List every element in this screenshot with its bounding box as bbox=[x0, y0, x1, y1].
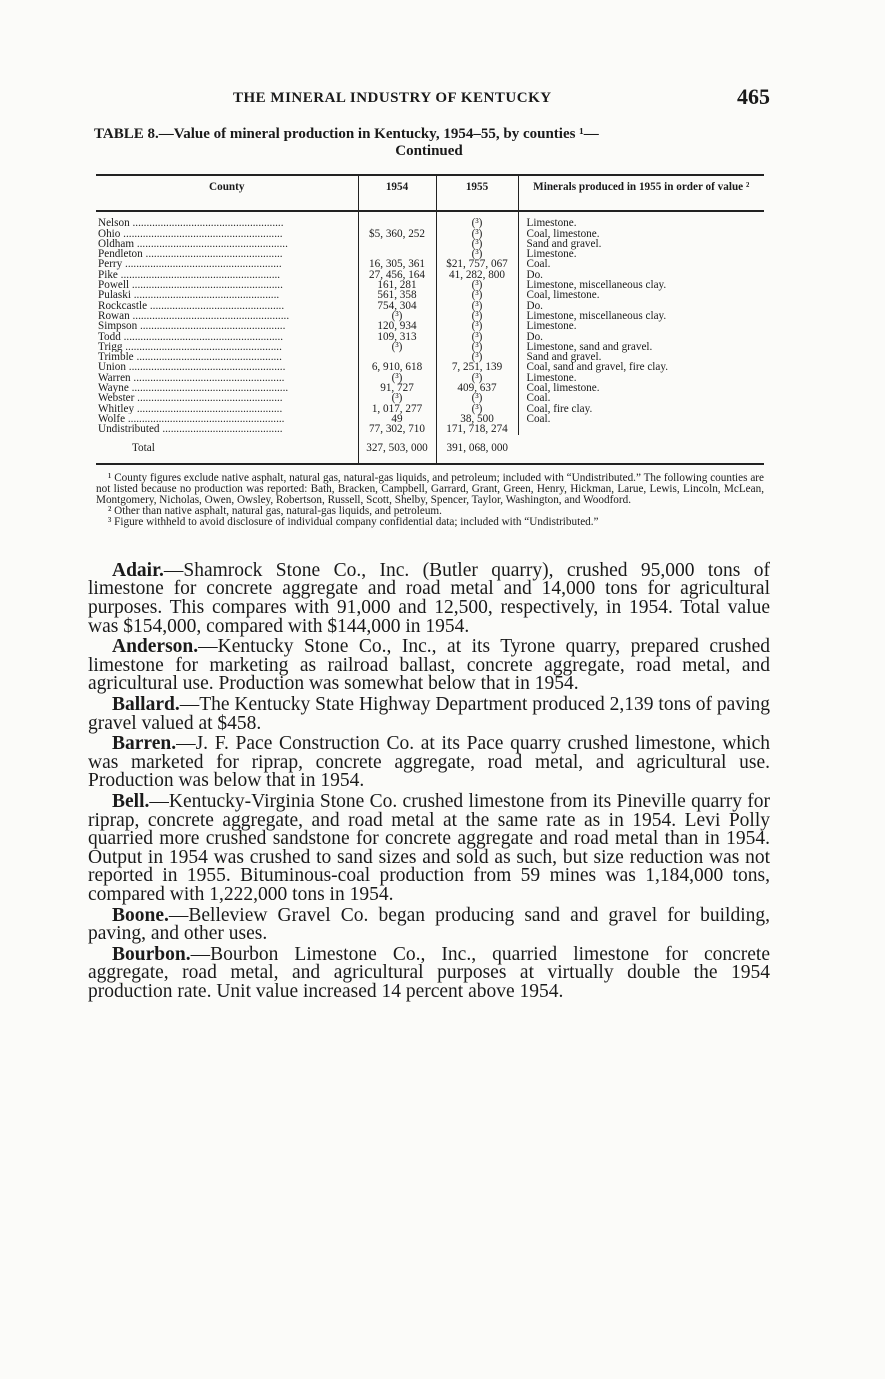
minerals-produced: Coal, limestone. bbox=[518, 290, 764, 300]
total-label: Total bbox=[96, 435, 358, 464]
minerals-produced: Coal, limestone. bbox=[518, 229, 764, 239]
county-paragraph bbox=[88, 904, 770, 945]
value-1955: (³) bbox=[436, 373, 518, 383]
table-body bbox=[96, 211, 764, 464]
running-head bbox=[88, 80, 770, 110]
county-heading: Adair. bbox=[112, 559, 164, 581]
value-1955: (³) bbox=[436, 290, 518, 300]
county-paragraph bbox=[88, 735, 770, 791]
value-1954 bbox=[358, 239, 436, 249]
minerals-produced: Coal, fire clay. bbox=[518, 404, 764, 414]
county-name: Whitley .................................................... bbox=[98, 403, 283, 414]
value-1954: 1, 017, 277 bbox=[358, 404, 436, 414]
table-caption-line1: TABLE 8.—Value of mineral production in Kentucky, 1954–55, by counties ¹— bbox=[94, 126, 599, 142]
county-name: Warren ...................................................... bbox=[98, 372, 285, 384]
value-1955: (³) bbox=[436, 311, 518, 321]
value-1955: (³) bbox=[436, 211, 518, 228]
value-1954: (³) bbox=[358, 373, 436, 383]
paragraph-text: —Kentucky-Virginia Stone Co. crushed limestone from its Pineville quarry for riprap, concrete aggregate, and road metal at the same rate as in 1954. Levi Polly quarried more crushed sandstone for concrete aggregate and road metal than in 1954. Output in 1954 was crushed to sand sizes and sold as such, but size reduction was not reported in 1955. Bituminous-coal production from 59 mines was 1,184,000 tons, compared with 1,222,000 tons in 1954. bbox=[88, 790, 770, 905]
table-caption-line2: Continued bbox=[395, 143, 463, 159]
total-minerals-empty bbox=[518, 435, 764, 464]
value-1955: (³) bbox=[436, 280, 518, 290]
total-row bbox=[96, 435, 764, 464]
table-row bbox=[96, 321, 764, 331]
table-row bbox=[96, 249, 764, 259]
footnote: ² Other than native asphalt, natural gas, natural-gas liquids, and petroleum. bbox=[108, 504, 442, 517]
table-row bbox=[96, 373, 764, 383]
header-1954: 1954 bbox=[358, 175, 436, 211]
minerals-produced: Coal. bbox=[518, 259, 764, 269]
value-1954: 561, 358 bbox=[358, 290, 436, 300]
value-1955: (³) bbox=[436, 229, 518, 239]
paragraph-text: —The Kentucky State Highway Department produced 2,139 tons of paving gravel valued at $458. bbox=[88, 693, 770, 734]
county-paragraph bbox=[88, 693, 770, 734]
minerals-produced: Do. bbox=[518, 270, 764, 280]
county-name: Rockcastle ................................................ bbox=[98, 300, 285, 311]
body-text bbox=[88, 559, 770, 1002]
minerals-produced: Limestone. bbox=[518, 211, 764, 228]
county-name: Powell ...................................................... bbox=[98, 280, 283, 291]
value-1954: 27, 456, 164 bbox=[358, 270, 436, 280]
header-minerals: Minerals produced in 1955 in order of value ² bbox=[518, 175, 764, 211]
county-name: Pendleton ................................................. bbox=[98, 249, 283, 260]
county-name: Undistributed ........................................... bbox=[98, 424, 283, 435]
county-paragraph bbox=[88, 943, 770, 1002]
page-number: 465 bbox=[737, 84, 770, 109]
value-1955: (³) bbox=[436, 321, 518, 331]
footnotes bbox=[96, 473, 764, 528]
header-county: County bbox=[96, 175, 358, 211]
table-row bbox=[96, 342, 764, 352]
value-1955: 171, 718, 274 bbox=[436, 424, 518, 434]
county-table bbox=[96, 174, 764, 465]
table-row bbox=[96, 424, 764, 434]
minerals-produced: Limestone. bbox=[518, 249, 764, 259]
county-name: Trigg ........................................................ bbox=[98, 341, 282, 353]
minerals-produced: Limestone, miscellaneous clay. bbox=[518, 280, 764, 290]
county-name: Perry ........................................................ bbox=[98, 259, 282, 270]
table-row bbox=[96, 362, 764, 372]
value-1955: 38, 500 bbox=[436, 414, 518, 424]
value-1954: (³) bbox=[358, 342, 436, 352]
county-paragraph bbox=[88, 559, 770, 637]
table-row bbox=[96, 311, 764, 321]
county-name: Rowan ........................................................ bbox=[98, 310, 290, 322]
paragraph-text: —Bourbon Limestone Co., Inc., quarried limestone for concrete aggregate, road metal, and agricultural purposes at virtually double the 1954 production rate. Unit value increased 14 percent above 1954. bbox=[88, 943, 770, 1002]
value-1955: (³) bbox=[436, 332, 518, 342]
county-heading: Ballard. bbox=[112, 693, 180, 715]
value-1954: 109, 313 bbox=[358, 332, 436, 342]
county-name: Oldham ...................................................... bbox=[98, 238, 288, 250]
value-1954: 49 bbox=[358, 414, 436, 424]
minerals-produced bbox=[518, 424, 764, 434]
value-1954 bbox=[358, 211, 436, 228]
minerals-produced: Limestone, miscellaneous clay. bbox=[518, 311, 764, 321]
value-1954: $5, 360, 252 bbox=[358, 229, 436, 239]
county-name: Wayne ........................................................ bbox=[98, 383, 289, 394]
minerals-produced: Coal, limestone. bbox=[518, 383, 764, 393]
value-1955: 7, 251, 139 bbox=[436, 362, 518, 372]
county-name: Wolfe ........................................................ bbox=[98, 413, 285, 425]
value-1955: (³) bbox=[436, 239, 518, 249]
county-heading: Bourbon. bbox=[112, 943, 191, 965]
value-1954: 91, 727 bbox=[358, 383, 436, 393]
value-1954: 6, 910, 618 bbox=[358, 362, 436, 372]
minerals-produced: Sand and gravel. bbox=[518, 239, 764, 249]
county-name: Trimble .................................................... bbox=[98, 352, 282, 363]
footnote: ³ Figure withheld to avoid disclosure of individual company confidential data; included with “Undistributed.” bbox=[108, 515, 599, 528]
table-row bbox=[96, 383, 764, 393]
header-1955: 1955 bbox=[436, 175, 518, 211]
paragraph-text: —Kentucky Stone Co., Inc., at its Tyrone quarry, prepared crushed limestone for marketing as railroad ballast, concrete aggregate, road metal, and agricultural use. Production was somewhat below that in 1954. bbox=[88, 636, 770, 695]
value-1955: (³) bbox=[436, 342, 518, 352]
value-1955: (³) bbox=[436, 301, 518, 311]
county-name: Union ........................................................ bbox=[98, 362, 286, 373]
minerals-produced: Coal, sand and gravel, fire clay. bbox=[518, 362, 764, 372]
county-name: Pulaski .................................................... bbox=[98, 290, 280, 301]
value-1954: 161, 281 bbox=[358, 280, 436, 290]
value-1955: (³) bbox=[436, 249, 518, 259]
county-paragraph bbox=[88, 638, 770, 694]
paragraph-text: —Belleview Gravel Co. began producing sand and gravel for building, paving, and other uses. bbox=[88, 904, 770, 945]
county-name: Pike ......................................................... bbox=[98, 269, 281, 281]
table-header-row bbox=[96, 175, 764, 211]
county-heading: Barren. bbox=[112, 733, 177, 755]
total-1954: 327, 503, 000 bbox=[358, 435, 436, 464]
minerals-produced: Do. bbox=[518, 332, 764, 342]
minerals-produced: Coal. bbox=[518, 393, 764, 403]
table-row bbox=[96, 259, 764, 269]
value-1954: 754, 304 bbox=[358, 301, 436, 311]
paragraph-text: —Shamrock Stone Co., Inc. (Butler quarry), crushed 95,000 tons of limestone for concrete aggregate and road metal and 14,000 tons for agricultural purposes. This compares with 91,000 and 12,500, respectively, in 1954. Total value was $154,000, compared with $144,000 in 1954. bbox=[88, 559, 770, 637]
running-title: THE MINERAL INDUSTRY OF KENTUCKY bbox=[233, 90, 552, 106]
value-1955: (³) bbox=[436, 393, 518, 403]
total-1955: 391, 068, 000 bbox=[436, 435, 518, 464]
county-heading: Boone. bbox=[112, 904, 169, 926]
county-name: Ohio ......................................................... bbox=[98, 228, 283, 239]
county-name: Todd ......................................................... bbox=[98, 331, 284, 342]
value-1955: 409, 637 bbox=[436, 383, 518, 393]
table-row bbox=[96, 211, 764, 228]
value-1955: 41, 282, 800 bbox=[436, 270, 518, 280]
table-row bbox=[96, 239, 764, 249]
value-1954: (³) bbox=[358, 393, 436, 403]
table-row bbox=[96, 414, 764, 424]
table-row bbox=[96, 332, 764, 342]
minerals-produced: Coal. bbox=[518, 414, 764, 424]
minerals-produced: Limestone. bbox=[518, 373, 764, 383]
paragraph-text: —J. F. Pace Construction Co. at its Pace quarry crushed limestone, which was marketed for riprap, concrete aggregate, road metal, and agricultural use. Production was below that in 1954. bbox=[88, 733, 770, 792]
county-heading: Anderson. bbox=[112, 636, 199, 658]
county-name: Webster .................................................... bbox=[98, 393, 283, 404]
table-row bbox=[96, 229, 764, 239]
value-1955: (³) bbox=[436, 352, 518, 362]
minerals-produced: Limestone. bbox=[518, 321, 764, 331]
county-name: Simpson .................................................... bbox=[98, 321, 286, 332]
county-paragraph bbox=[88, 790, 770, 905]
value-1955: (³) bbox=[436, 404, 518, 414]
table-row bbox=[96, 393, 764, 403]
table-caption bbox=[88, 126, 770, 160]
minerals-produced: Sand and gravel. bbox=[518, 352, 764, 362]
value-1954: 120, 934 bbox=[358, 321, 436, 331]
county-name: Nelson ...................................................... bbox=[98, 217, 284, 229]
table-row bbox=[96, 290, 764, 300]
value-1954: 16, 305, 361 bbox=[358, 259, 436, 269]
value-1955: $21, 757, 067 bbox=[436, 259, 518, 269]
minerals-produced: Limestone, sand and gravel. bbox=[518, 342, 764, 352]
table-row bbox=[96, 404, 764, 414]
county-heading: Bell. bbox=[112, 790, 150, 812]
table-row bbox=[96, 280, 764, 290]
value-1954: (³) bbox=[358, 311, 436, 321]
minerals-produced: Do. bbox=[518, 301, 764, 311]
footnote: ¹ County figures exclude native asphalt, natural gas, natural-gas liquids, and petroleum; included with “Undistributed.” The following counties are not listed because no production was reported: Bath, Bracken, Campbell, Garrard, Grant, Green, Henry, Hickman, Larue, Lewis, Lincoln, McLean, Montgomery, Nicholas, Owen, Owsley, Robertson, Russell, Scott, Shelby, Spencer, Taylor, Washington, and Woodford. bbox=[96, 471, 764, 506]
value-1954: 77, 302, 710 bbox=[358, 424, 436, 434]
page bbox=[88, 80, 770, 1003]
